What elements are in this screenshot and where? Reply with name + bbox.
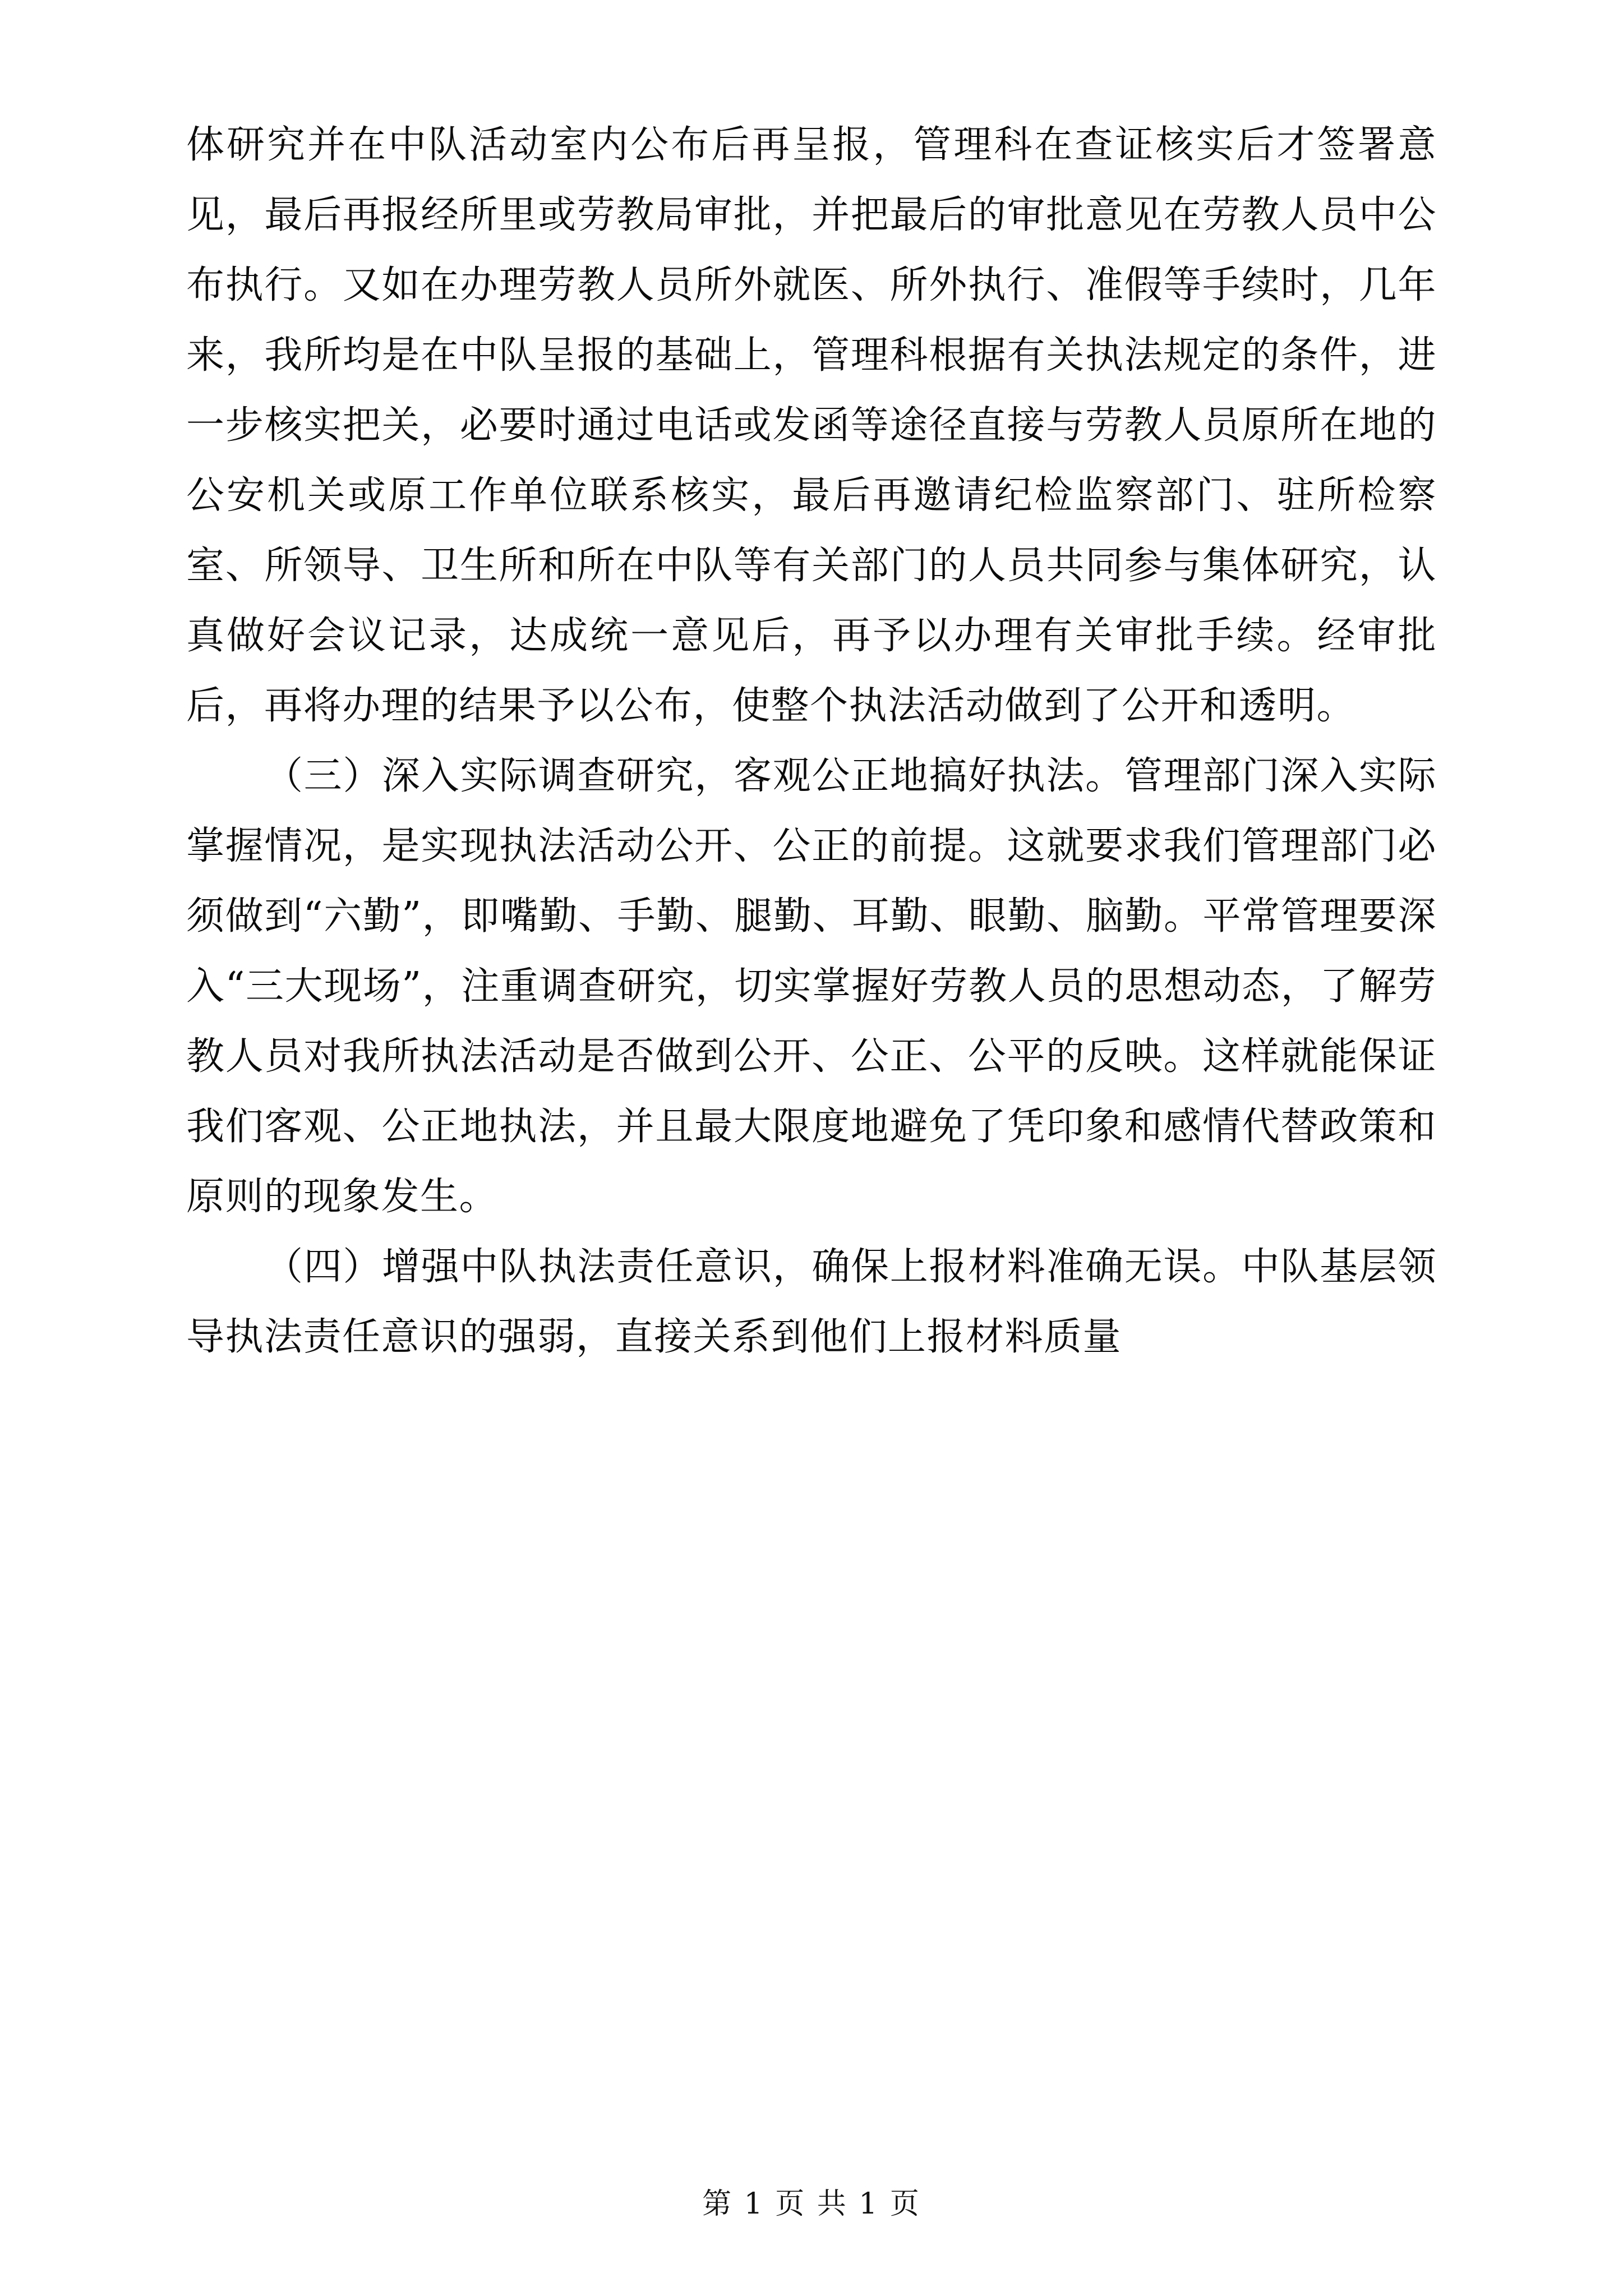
document-body xyxy=(186,110,1437,1372)
paragraph-section-four: （四）增强中队执法责任意识，确保上报材料准确无误。中队基层领导执法责任意识的强弱，直接关系到他们上报材料质量 xyxy=(186,1245,1437,1359)
page-footer: 第 1 页 共 1 页 xyxy=(702,2187,921,2221)
paragraph-section-three: （三）深入实际调查研究，客观公正地搞好执法。管理部门深入实际掌握情况，是实现执法活动公开、公正的前提。这就要求我们管理部门必须做到“六勤”，即嘴勤、手勤、腿勤、耳勤、眼勤、脑勤。平常管理要深入“三大现场”，注重调查研究，切实掌握好劳教人员的思想动态，了解劳教人员对我所执法活动是否做到公开、公正、公平的反映。这样就能保证我们客观、公正地执法，并且最大限度地避免了凭印象和感情代替政策和原则的现象发生。 xyxy=(186,754,1437,1219)
paragraph-continuation: 体研究并在中队活动室内公布后再呈报，管理科在查证核实后才签署意见，最后再报经所里或劳教局审批，并把最后的审批意见在劳教人员中公布执行。又如在办理劳教人员所外就医、所外执行、准假等手续时，几年来，我所均是在中队呈报的基础上，管理科根据有关执法规定的条件，进一步核实把关，必要时通过电话或发函等途径直接与劳教人员原所在地的公安机关或原工作单位联系核实，最后再邀请纪检监察部门、驻所检察室、所领导、卫生所和所在中队等有关部门的人员共同参与集体研究，认真做好会议记录，达成统一意见后，再予以办理有关审批手续。经审批后，再将办理的结果予以公布，使整个执法活动做到了公开和透明。 xyxy=(186,123,1437,728)
